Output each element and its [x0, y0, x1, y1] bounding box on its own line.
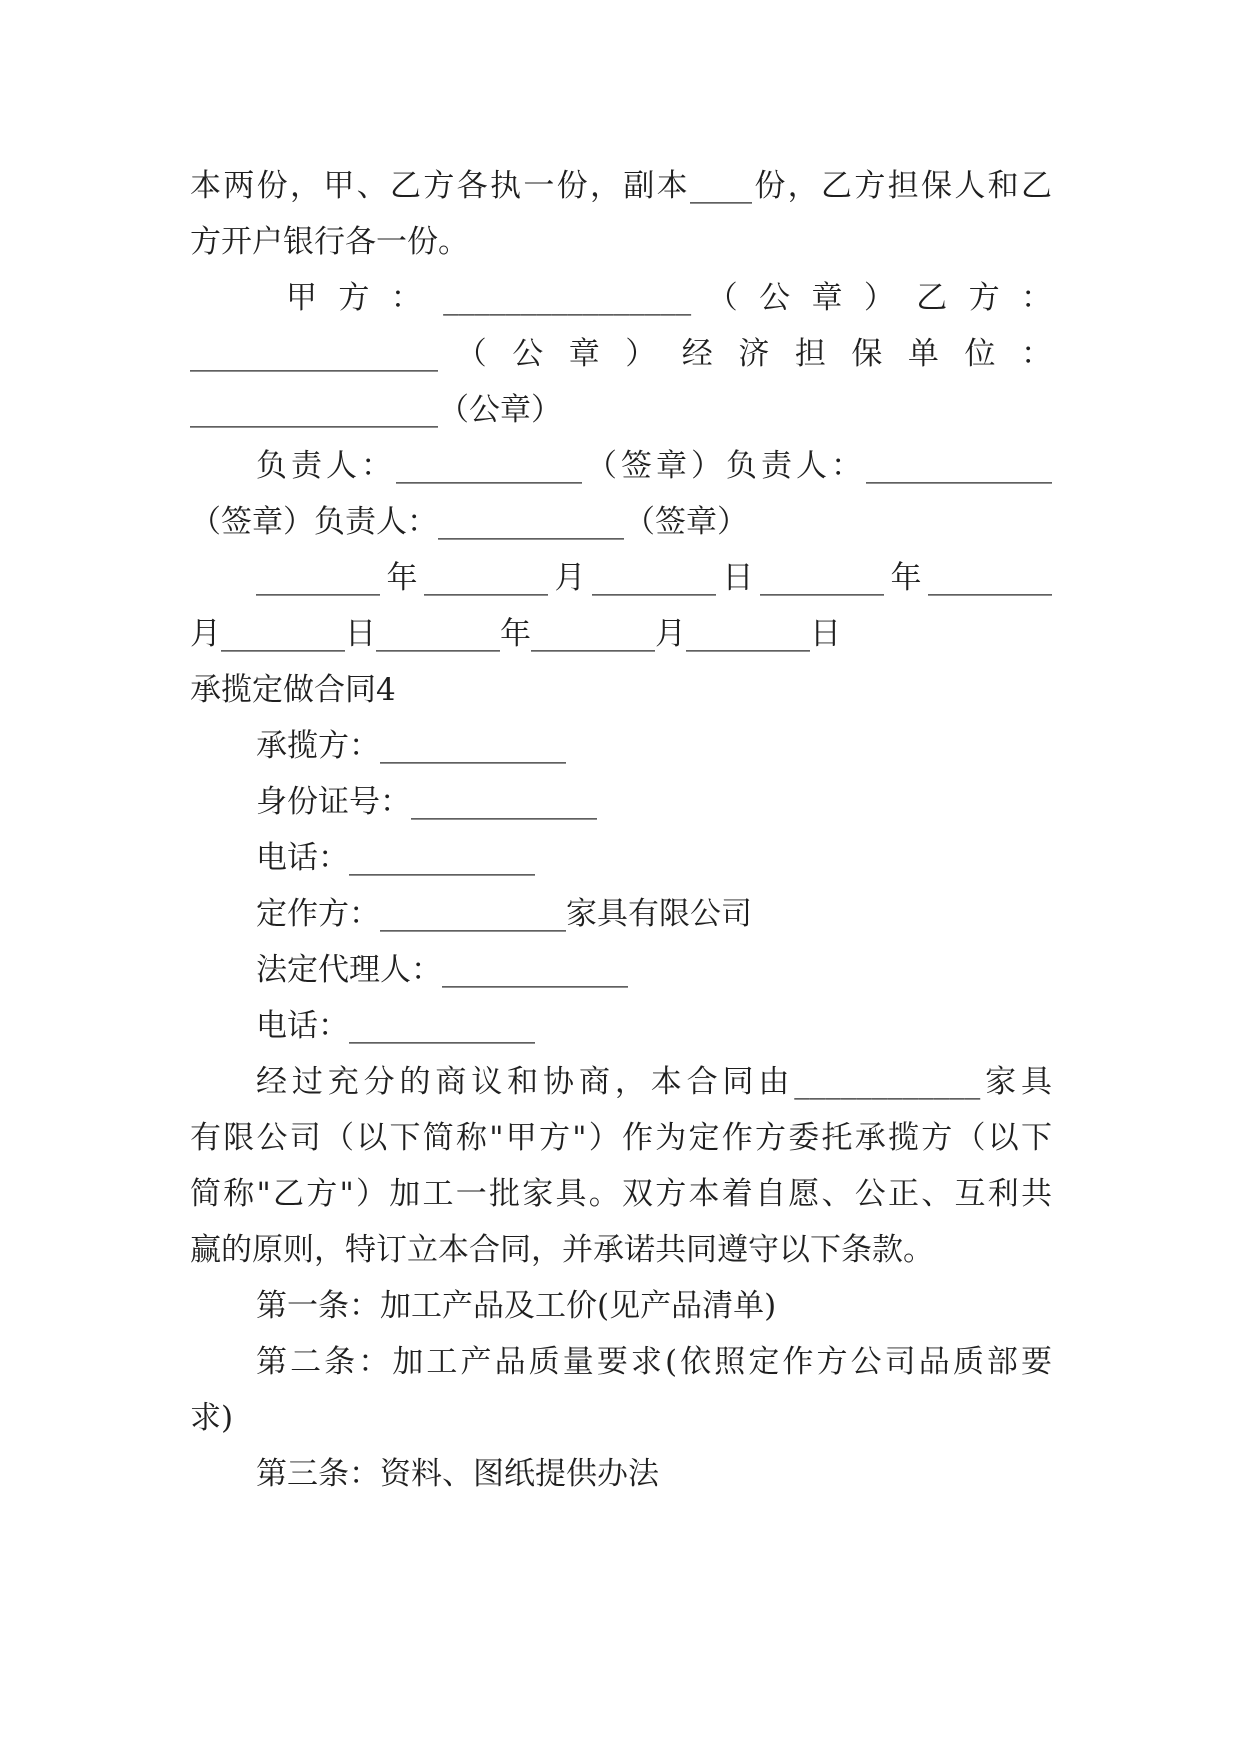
text-line: 求)	[190, 1400, 234, 1436]
section-heading: 承揽定做合同4	[190, 672, 396, 708]
clause-1: 第一条：加工产品及工价(见产品清单)	[256, 1288, 777, 1324]
clause-2: 第二条：加工产品质量要求(依照定作方公司品质部要	[256, 1344, 1052, 1380]
text-line: 经过充分的商议和协商，本合同由____________家具	[256, 1064, 1052, 1100]
text-line: 甲 方 ： ________________ （ 公 章 ） 乙 方 ：	[286, 280, 1052, 316]
text-line: ________________ （ 公 章 ） 经 济 担 保 单 位 ：	[190, 336, 1052, 372]
text-line: 本两份，甲、乙方各执一份，副本____份，乙方担保人和乙	[190, 168, 1052, 204]
text-line: 方开户银行各一份。	[190, 224, 469, 260]
text-line: 赢的原则，特订立本合同，并承诺共同遵守以下条款。	[190, 1232, 934, 1268]
contractor-field: 承揽方：____________	[256, 728, 566, 764]
phone-field: 电话：____________	[256, 840, 535, 876]
legal-agent-field: 法定代理人：____________	[256, 952, 628, 988]
text-line: ________年________月________日________年________	[256, 560, 1052, 596]
text-line: 有限公司（以下简称"甲方"）作为定作方委托承揽方（以下	[190, 1120, 1052, 1156]
text-line: 负责人：____________（签章）负责人：____________	[256, 448, 1052, 484]
ordering-party-field: 定作方：____________家具有限公司	[256, 896, 752, 932]
text-line: ________________（公章）	[190, 392, 562, 428]
id-number-field: 身份证号：____________	[256, 784, 597, 820]
text-line: 简称"乙方"）加工一批家具。双方本着自愿、公正、互利共	[190, 1176, 1052, 1212]
text-line: （签章）负责人：____________（签章）	[190, 504, 748, 540]
phone-field: 电话：____________	[256, 1008, 535, 1044]
clause-3: 第三条：资料、图纸提供办法	[256, 1456, 659, 1492]
text-line: 月________日________年________月________日	[190, 616, 841, 652]
